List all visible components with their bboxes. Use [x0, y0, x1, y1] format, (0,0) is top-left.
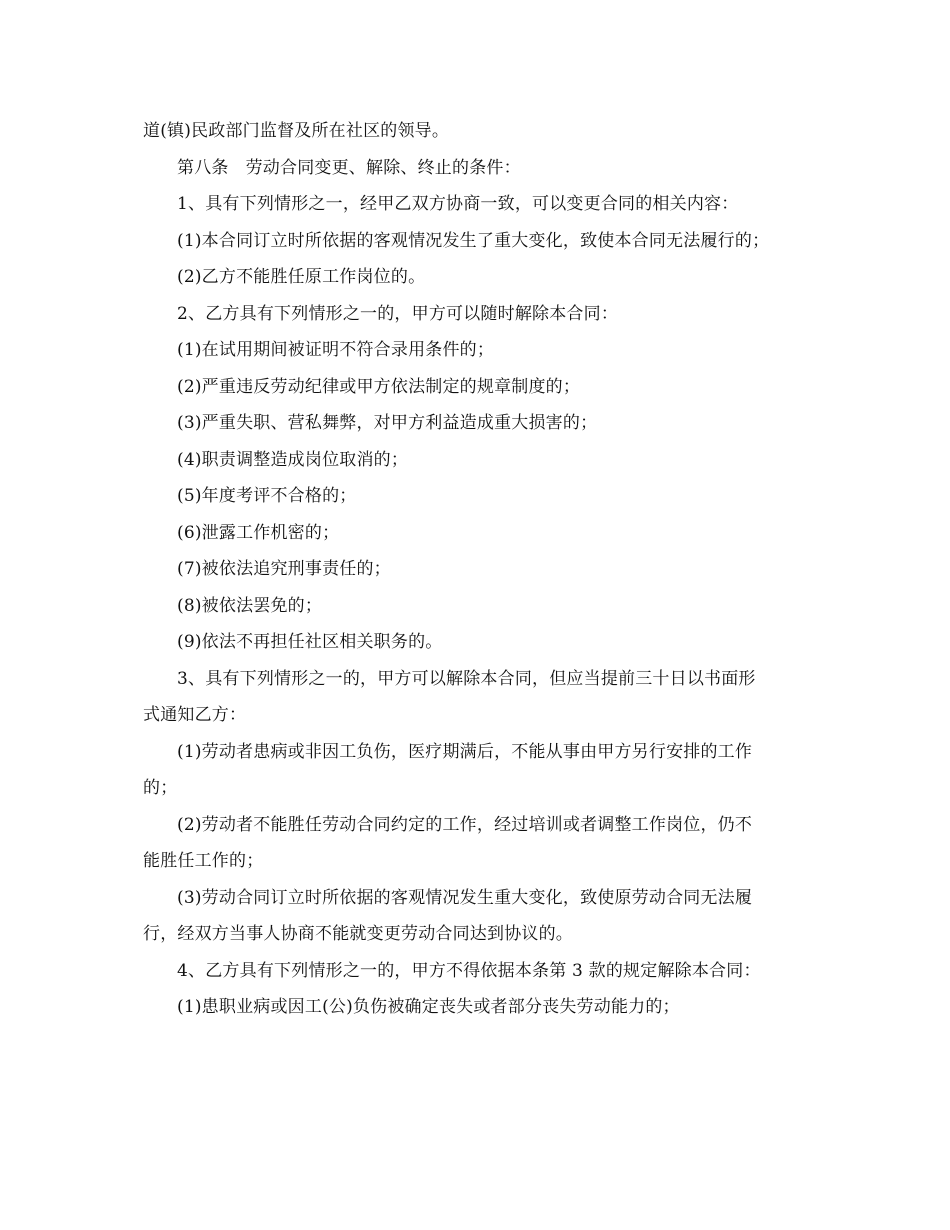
text-line: 道(镇)民政部门监督及所在社区的领导。 — [143, 121, 450, 141]
list-item: (3)劳动合同订立时所依据的客观情况发生重大变化，致使原劳动合同无法履 — [177, 887, 753, 908]
list-item: (1)患职业病或因工(公)负伤被确定丧失或者部分丧失劳动能力的； — [177, 997, 680, 1017]
article-title: 劳动合同变更、解除、终止的条件： — [245, 157, 521, 178]
list-item: (1)在试用期间被证明不符合录用条件的； — [177, 340, 495, 360]
article-number: 第八条 — [177, 157, 229, 178]
list-item: (9)依法不再担任社区相关职务的。 — [177, 632, 443, 652]
list-item: (2)乙方不能胜任原工作岗位的。 — [177, 267, 426, 287]
list-item: (1)劳动者患病或非因工负伤，医疗期满后，不能从事由甲方另行安排的工作 — [177, 741, 753, 762]
list-item: (2)劳动者不能胜任劳动合同约定的工作，经过培训或者调整工作岗位，仍不 — [177, 814, 753, 835]
clause-heading: 2、乙方具有下列情形之一的，甲方可以随时解除本合同： — [177, 303, 619, 324]
list-item: (4)职责调整造成岗位取消的； — [177, 449, 409, 470]
text-line: 行，经双方当事人协商不能就变更劳动合同达到协议的。 — [143, 924, 573, 944]
text-line: 能胜任工作的； — [143, 851, 264, 871]
list-item: (5)年度考评不合格的； — [177, 486, 357, 506]
list-item: (6)泄露工作机密的； — [177, 522, 340, 543]
document-body — [143, 113, 823, 1026]
list-item: (3)严重失职、营私舞弊，对甲方利益造成重大损害的； — [177, 413, 598, 433]
clause-heading: 1、具有下列情形之一，经甲乙双方协商一致，可以变更合同的相关内容： — [177, 194, 739, 214]
list-item: (1)本合同订立时所依据的客观情况发生了重大变化，致使本合同无法履行的； — [177, 230, 770, 251]
text-line: 的； — [143, 778, 178, 798]
clause-heading: 4、乙方具有下列情形之一的，甲方不得依据本条第 3 款的规定解除本合同： — [177, 960, 761, 981]
article-heading — [143, 150, 823, 187]
clause-heading: 3、具有下列情形之一的，甲方可以解除本合同，但应当提前三十日以书面形 — [177, 668, 756, 689]
text-line: 式通知乙方： — [143, 705, 247, 725]
list-item: (2)严重违反劳动纪律或甲方依法制定的规章制度的； — [177, 376, 581, 397]
list-item: (7)被依法追究刑事责任的； — [177, 559, 391, 579]
list-item: (8)被依法罢免的； — [177, 595, 323, 616]
